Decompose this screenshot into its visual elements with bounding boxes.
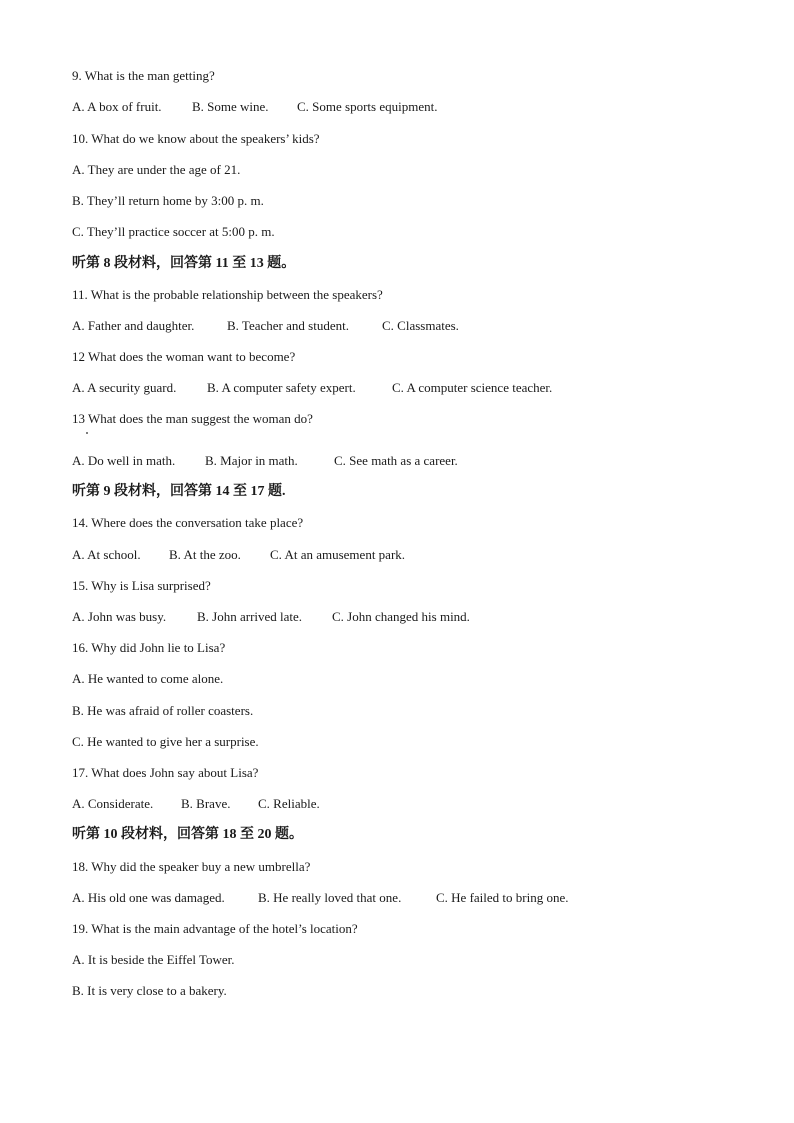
option-a: A. They are under the age of 21. [72, 162, 241, 177]
question-9-options [72, 99, 437, 115]
option-c: C. A computer science teacher. [392, 380, 553, 395]
question-13: 13 What does the man suggest the woman do? [72, 411, 313, 426]
option-a: A. A box of fruit. [72, 99, 162, 114]
question-15-options [72, 609, 470, 625]
question-11-options [72, 318, 459, 334]
section-heading-10: 听第 10 段材料，回答第 18 至 20 题。 [72, 827, 303, 842]
question-19: 19. What is the main advantage of the hotel’s location? [72, 921, 358, 936]
question-17-options [72, 796, 320, 812]
option-a: A. A security guard. [72, 380, 177, 395]
option-b: B. At the zoo. [169, 547, 241, 562]
option-b: B. They’ll return home by 3:00 p. m. [72, 193, 264, 208]
question-13-options [72, 453, 458, 469]
option-c: C. They’ll practice soccer at 5:00 p. m. [72, 224, 275, 239]
option-c: C. Classmates. [382, 318, 459, 333]
option-a: A. Father and daughter. [72, 318, 195, 333]
question-12-options [72, 380, 552, 396]
question-9: 9. What is the man getting? [72, 68, 215, 83]
option-c: C. See math as a career. [334, 453, 458, 468]
option-b: B. He really loved that one. [258, 890, 402, 905]
stray-dot [86, 432, 88, 434]
question-12: 12 What does the woman want to become? [72, 349, 296, 364]
option-b: B. A computer safety expert. [207, 380, 356, 395]
question-14: 14. Where does the conversation take place? [72, 515, 304, 530]
option-c: C. Some sports equipment. [297, 99, 438, 114]
question-18-options [72, 890, 569, 906]
option-b: B. It is very close to a bakery. [72, 983, 227, 998]
option-b: B. John arrived late. [197, 609, 303, 624]
section-heading-8: 听第 8 段材料，回答第 11 至 13 题。 [72, 256, 296, 271]
option-a: A. It is beside the Eiffel Tower. [72, 952, 235, 967]
section-heading-9: 听第 9 段材料，回答第 14 至 17 题. [72, 484, 286, 499]
option-c: C. At an amusement park. [270, 547, 406, 562]
option-a: A. Do well in math. [72, 453, 176, 468]
option-b: B. Brave. [181, 796, 231, 811]
option-b: B. Teacher and student. [227, 318, 349, 333]
question-14-options [72, 547, 405, 563]
question-17: 17. What does John say about Lisa? [72, 765, 259, 780]
option-b: B. Major in math. [205, 453, 298, 468]
option-b: B. Some wine. [192, 99, 269, 114]
question-10: 10. What do we know about the speakers’ kids? [72, 131, 320, 146]
question-16: 16. Why did John lie to Lisa? [72, 640, 226, 655]
option-c: C. John changed his mind. [332, 609, 470, 624]
option-a: A. His old one was damaged. [72, 890, 225, 905]
option-c: C. He wanted to give her a surprise. [72, 734, 259, 749]
option-a: A. Considerate. [72, 796, 154, 811]
option-a: A. At school. [72, 547, 141, 562]
question-18: 18. Why did the speaker buy a new umbrella? [72, 859, 311, 874]
question-11: 11. What is the probable relationship between the speakers? [72, 287, 383, 302]
option-a: A. He wanted to come alone. [72, 671, 224, 686]
question-15: 15. Why is Lisa surprised? [72, 578, 211, 593]
option-c: C. He failed to bring one. [436, 890, 569, 905]
option-b: B. He was afraid of roller coasters. [72, 703, 254, 718]
option-c: C. Reliable. [258, 796, 320, 811]
option-a: A. John was busy. [72, 609, 167, 624]
